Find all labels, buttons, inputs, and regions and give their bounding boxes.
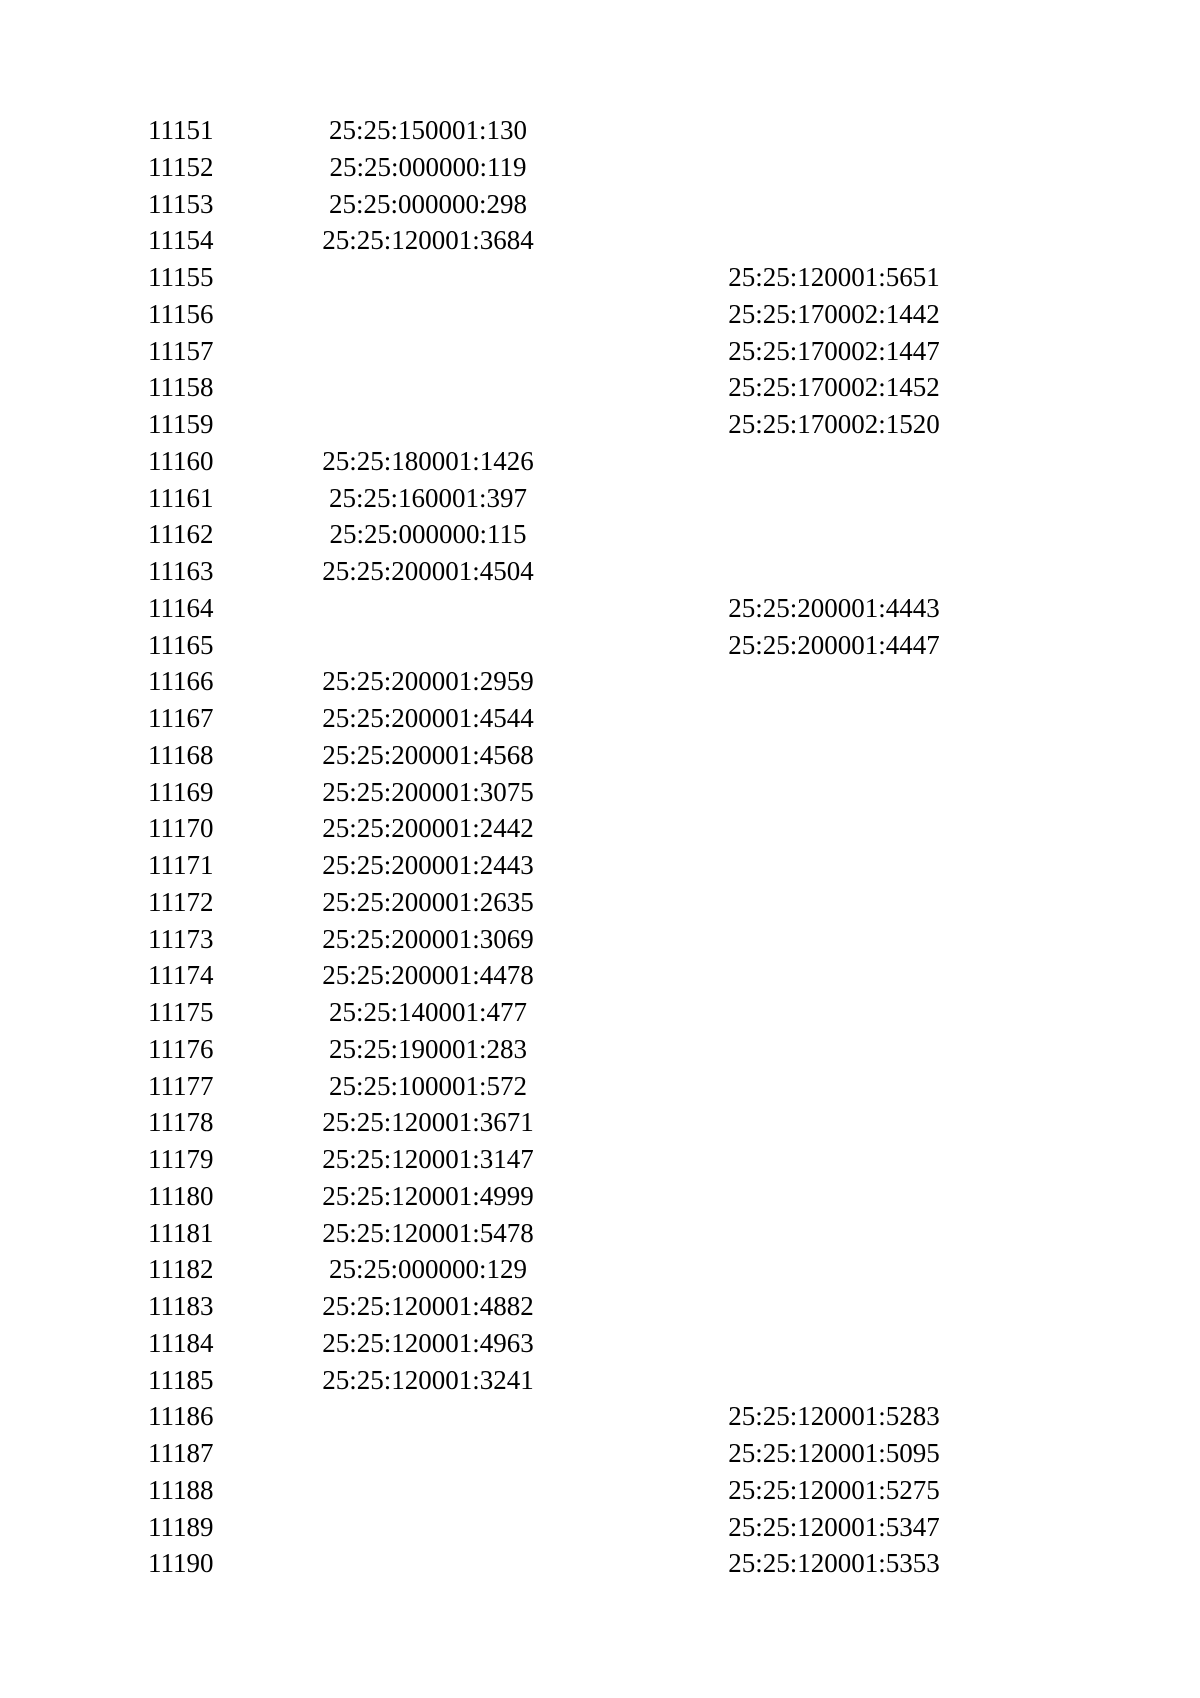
table-row: [0, 1068, 1200, 1105]
cadastral-number-column-1: 25:25:200001:2442: [322, 813, 534, 844]
table-row: [0, 627, 1200, 664]
row-number: 11181: [148, 1217, 214, 1248]
cadastral-number-column-1: 25:25:000000:115: [329, 519, 527, 550]
cadastral-number-column-1: 25:25:200001:3075: [322, 776, 534, 807]
row-number: 11169: [148, 776, 214, 807]
table-row: [0, 1509, 1200, 1546]
cadastral-number-column-1: 25:25:200001:2959: [322, 666, 534, 697]
cadastral-number-column-1: 25:25:200001:2443: [322, 850, 534, 880]
table-row: [0, 884, 1200, 921]
table-row: [0, 112, 1200, 149]
row-number: 11186: [148, 1401, 214, 1432]
table-row: [0, 1288, 1200, 1325]
row-number: 11176: [148, 1033, 214, 1064]
cadastral-number-column-2: 25:25:200001:4443: [728, 592, 940, 623]
cadastral-number-column-2: 25:25:170002:1447: [728, 335, 940, 366]
cadastral-number-column-1: 25:25:000000:298: [328, 188, 527, 219]
cadastral-number-column-2: 25:25:120001:5095: [728, 1438, 940, 1468]
table-row: [0, 1215, 1200, 1252]
table-row: [0, 369, 1200, 406]
table-row: [0, 480, 1200, 517]
cadastral-number-column-1: 25:25:200001:3069: [322, 923, 534, 954]
cadastral-number-column-1: 25:25:120001:5478: [322, 1217, 534, 1248]
row-number: 11187: [148, 1438, 214, 1468]
cadastral-number-column-2: 25:25:120001:5353: [728, 1548, 940, 1579]
cadastral-number-column-1: 25:25:190001:283: [328, 1033, 527, 1064]
cadastral-number-column-1: 25:25:140001:477: [328, 997, 527, 1027]
cadastral-number-column-1: 25:25:000000:129: [328, 1254, 527, 1285]
cadastral-number-column-1: 25:25:120001:3147: [322, 1144, 534, 1174]
table-row: [0, 810, 1200, 847]
table-row: [0, 1362, 1200, 1399]
cadastral-number-column-2: 25:25:120001:5283: [728, 1401, 940, 1432]
row-number: 11160: [148, 445, 214, 476]
table-row: [0, 222, 1200, 259]
row-number: 11175: [148, 997, 214, 1027]
row-number: 11152: [148, 151, 214, 182]
row-number: 11162: [148, 519, 214, 550]
table-row: [0, 406, 1200, 443]
table-row: [0, 1398, 1200, 1435]
table-row: [0, 553, 1200, 590]
table-row: [0, 663, 1200, 700]
table-row: [0, 1104, 1200, 1141]
cadastral-number-column-2: 25:25:170002:1442: [728, 298, 940, 329]
table-row: [0, 186, 1200, 223]
table-row: [0, 590, 1200, 627]
row-number: 11189: [148, 1511, 214, 1542]
table-row: [0, 296, 1200, 333]
table-row: [0, 259, 1200, 296]
row-number: 11156: [148, 298, 214, 329]
cadastral-number-column-1: 25:25:200001:4478: [322, 960, 534, 991]
cadastral-number-column-1: 25:25:200001:4544: [322, 703, 534, 733]
row-number: 11159: [148, 409, 214, 439]
cadastral-number-list: [0, 112, 1200, 1582]
table-row: [0, 333, 1200, 370]
row-number: 11178: [148, 1107, 214, 1138]
cadastral-number-column-1: 25:25:200001:2635: [322, 886, 534, 917]
table-row: [0, 700, 1200, 737]
row-number: 11166: [148, 666, 214, 697]
row-number: 11164: [148, 592, 214, 623]
row-number: 11171: [148, 850, 214, 880]
row-number: 11151: [148, 115, 214, 145]
table-row: [0, 443, 1200, 480]
row-number: 11177: [148, 1070, 214, 1101]
row-number: 11173: [148, 923, 214, 954]
row-number: 11180: [148, 1180, 214, 1211]
table-row: [0, 847, 1200, 884]
table-row: [0, 957, 1200, 994]
cadastral-number-column-1: 25:25:160001:397: [328, 482, 527, 513]
row-number: 11154: [148, 225, 214, 256]
row-number: 11188: [148, 1474, 214, 1505]
table-row: [0, 1435, 1200, 1472]
row-number: 11183: [148, 1291, 214, 1321]
table-row: [0, 737, 1200, 774]
row-number: 11174: [148, 960, 214, 991]
cadastral-number-column-1: 25:25:120001:3671: [322, 1107, 534, 1138]
table-row: [0, 149, 1200, 186]
table-row: [0, 921, 1200, 958]
cadastral-number-column-2: 25:25:120001:5275: [728, 1474, 940, 1505]
row-number: 11179: [148, 1144, 214, 1174]
row-number: 11155: [148, 262, 214, 292]
row-number: 11170: [148, 813, 214, 844]
table-row: [0, 1141, 1200, 1178]
cadastral-number-column-1: 25:25:200001:4504: [322, 556, 534, 586]
cadastral-number-column-1: 25:25:120001:4882: [322, 1291, 534, 1321]
row-number: 11165: [148, 629, 214, 660]
table-row: [0, 1325, 1200, 1362]
row-number: 11158: [148, 372, 214, 403]
cadastral-number-column-1: 25:25:200001:4568: [322, 739, 534, 770]
cadastral-number-column-1: 25:25:000000:119: [329, 151, 527, 182]
row-number: 11163: [148, 556, 214, 586]
table-row: [0, 1545, 1200, 1582]
row-number: 11172: [148, 886, 214, 917]
table-row: [0, 994, 1200, 1031]
row-number: 11167: [148, 703, 214, 733]
table-row: [0, 774, 1200, 811]
cadastral-number-column-2: 25:25:170002:1452: [728, 372, 940, 403]
cadastral-number-column-1: 25:25:120001:4999: [322, 1180, 534, 1211]
row-number: 11161: [148, 482, 214, 513]
row-number: 11168: [148, 739, 214, 770]
table-row: [0, 1251, 1200, 1288]
cadastral-number-column-1: 25:25:120001:3684: [322, 225, 534, 256]
cadastral-number-column-1: 25:25:150001:130: [328, 115, 527, 145]
cadastral-number-column-1: 25:25:180001:1426: [322, 445, 534, 476]
table-row: [0, 516, 1200, 553]
row-number: 11184: [148, 1327, 214, 1358]
row-number: 11182: [148, 1254, 214, 1285]
row-number: 11185: [148, 1364, 214, 1395]
cadastral-number-column-1: 25:25:120001:3241: [322, 1364, 534, 1395]
row-number: 11157: [148, 335, 214, 366]
cadastral-number-column-1: 25:25:100001:572: [328, 1070, 527, 1101]
row-number: 11153: [148, 188, 214, 219]
cadastral-number-column-2: 25:25:170002:1520: [728, 409, 940, 439]
cadastral-number-column-2: 25:25:120001:5651: [728, 262, 940, 292]
row-number: 11190: [148, 1548, 214, 1579]
cadastral-number-column-1: 25:25:120001:4963: [322, 1327, 534, 1358]
cadastral-number-column-2: 25:25:120001:5347: [728, 1511, 940, 1542]
table-row: [0, 1472, 1200, 1509]
table-row: [0, 1178, 1200, 1215]
table-row: [0, 1031, 1200, 1068]
cadastral-number-column-2: 25:25:200001:4447: [728, 629, 940, 660]
